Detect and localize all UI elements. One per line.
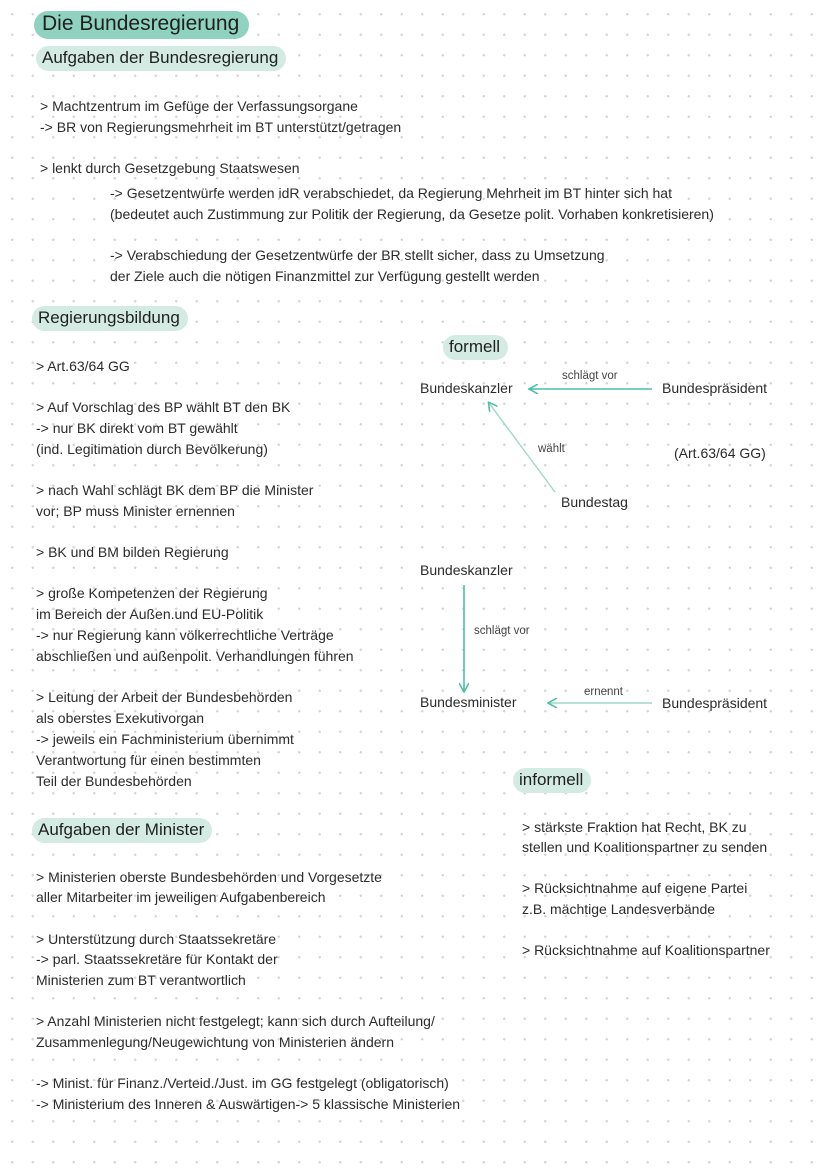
- text-line: > Machtzentrum im Gefüge der Verfassungsorgane: [40, 98, 358, 114]
- text-line: -> Gesetzentwürfe werden idR verabschiedet, da Regierung Mehrheit im BT hinter sich hat: [110, 185, 672, 201]
- text-line: -> parl. Staatssekretäre für Kontakt der: [36, 951, 278, 967]
- text-line: > Anzahl Ministerien nicht festgelegt; kann sich durch Aufteilung/: [36, 1013, 435, 1029]
- arrow-label-ernennt: ernennt: [584, 686, 624, 698]
- text-line: der Ziele auch die nötigen Finanzmittel zur Verfügung gestellt werden: [110, 268, 540, 284]
- text-line: Verantwortung für einen bestimmten: [36, 752, 261, 768]
- node-bundestag: Bundestag: [561, 494, 628, 510]
- text-line: z.B. mächtige Landesverbände: [522, 901, 716, 917]
- text-line: -> Verabschiedung der Gesetzentwürfe der BR stellt sicher, dass zu Umsetzung: [110, 247, 605, 263]
- text-line: -> BR von Regierungsmehrheit im BT unterstützt/getragen: [40, 119, 402, 135]
- text-line: -> Ministerium des Inneren & Auswärtigen-> 5 klassische Ministerien: [36, 1096, 461, 1112]
- section-heading-minister: Aufgaben der Minister: [32, 818, 212, 843]
- text-line: > BK und BM bilden Regierung: [36, 544, 229, 560]
- text-line: abschließen und außenpolit. Verhandlungen führen: [36, 648, 354, 664]
- node-bundespraesident: Bundespräsident: [662, 380, 768, 396]
- text-line: > nach Wahl schlägt BK dem BP die Minister: [36, 482, 314, 498]
- arrow-label-waehlt: wählt: [538, 443, 565, 455]
- text-line: > lenkt durch Gesetzgebung Staatswesen: [40, 160, 300, 176]
- node-bundeskanzler: Bundeskanzler: [420, 380, 513, 396]
- text-line: aller Mitarbeiter im jeweiligen Aufgabenbereich: [36, 889, 326, 905]
- diagram-heading-informell: informell: [513, 768, 591, 793]
- arrow-label-schlaegt-vor-2: schlägt vor: [474, 625, 530, 637]
- text-line: > Leitung der Arbeit der Bundesbehörden: [36, 689, 293, 705]
- text-line: -> jeweils ein Fachministerium übernimmt: [36, 731, 294, 747]
- text-line: -> Minist. für Finanz./Verteid./Just. im GG festgelegt (obligatorisch): [36, 1075, 449, 1091]
- text-line: > Unterstützung durch Staatssekretäre: [36, 931, 277, 947]
- node-bundespraesident-2: Bundespräsident: [662, 695, 768, 711]
- text-line: Teil der Bundesbehörden: [36, 773, 192, 789]
- section-heading-aufgaben: Aufgaben der Bundesregierung: [36, 46, 286, 71]
- node-bundeskanzler-2: Bundeskanzler: [420, 562, 513, 578]
- text-line: -> nur Regierung kann völkerrechtliche Verträge: [36, 627, 334, 643]
- arrow-label-schlaegt-vor: schlägt vor: [562, 370, 618, 382]
- text-line: Ministerien zum BT verantwortlich: [36, 972, 246, 988]
- text-line: > Art.63/64 GG: [36, 358, 130, 374]
- ref-art-63-64: (Art.63/64 GG): [674, 445, 766, 461]
- text-line: als oberstes Exekutivorgan: [36, 710, 205, 726]
- diagram-heading-formell: formell: [443, 335, 508, 360]
- section-heading-regierungsbildung: Regierungsbildung: [32, 306, 188, 331]
- page-title: Die Bundesregierung: [34, 11, 249, 39]
- node-bundesminister: Bundesminister: [420, 694, 517, 710]
- text-line: stellen und Koalitionspartner zu senden: [522, 839, 768, 855]
- text-line: -> nur BK direkt vom BT gewählt: [36, 420, 238, 436]
- text-line: > Auf Vorschlag des BP wählt BT den BK: [36, 399, 291, 415]
- text-line: Zusammenlegung/Neugewichtung von Ministerien ändern: [36, 1034, 394, 1050]
- text-line: > Rücksichtnahme auf Koalitionspartner: [522, 942, 770, 958]
- text-line: (bedeutet auch Zustimmung zur Politik der Regierung, da Gesetze polit. Vorhaben konkretisieren): [110, 206, 714, 222]
- text-line: > stärkste Fraktion hat Recht, BK zu: [522, 819, 747, 835]
- text-line: vor; BP muss Minister ernennen: [36, 503, 235, 519]
- text-line: > Ministerien oberste Bundesbehörden und Vorgesetzte: [36, 869, 382, 885]
- text-line: > Rücksichtnahme auf eigene Partei: [522, 880, 748, 896]
- text-line: (ind. Legitimation durch Bevölkerung): [36, 441, 268, 457]
- text-line: > große Kompetenzen der Regierung: [36, 585, 268, 601]
- text-line: im Bereich der Außen.und EU-Politik: [36, 606, 264, 622]
